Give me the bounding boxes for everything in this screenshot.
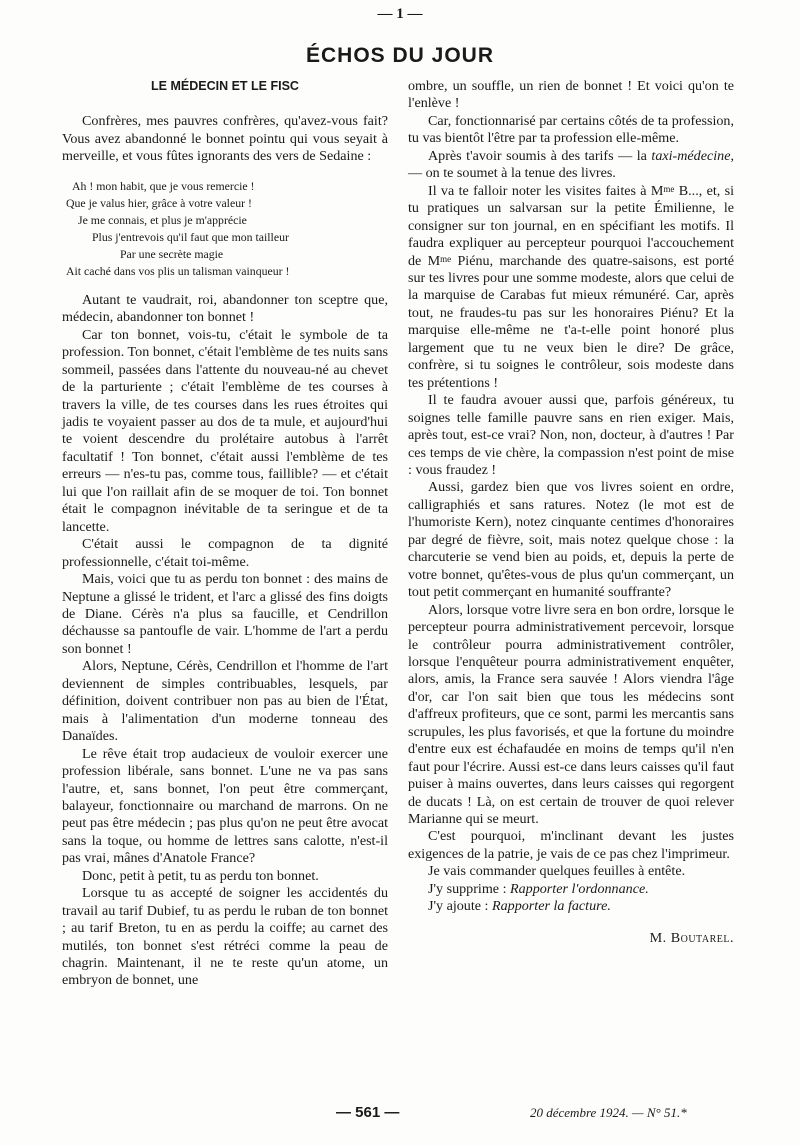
text-span: J'y supprime :	[428, 880, 511, 897]
paragraph: C'est pourquoi, m'inclinant devant les justes exigences de la patrie, je vais de ce pas chez l'imprimeur.	[408, 828, 734, 862]
verse-line: Que je valus hier, grâce à votre valeur !	[66, 195, 252, 210]
text-span: Piénu, marchande des quatre-saisons, est porté sur tes livres pour une somme modeste, alors que celui de la marquise de Carabas fut mieux rémunéré. Car, après tout, ne fraudes-tu pas sur les honoraires Piénu? Et la marquise elle-même ne t'a-t-elle point honoré plus largement que tu ne veux bien le dire? De grâce, confrère, si tu soignes le contrôleur, sois modeste dans tes prétentions !	[408, 252, 735, 391]
paragraph	[408, 881, 734, 898]
paragraph	[408, 183, 734, 392]
italic-term: Rapporter la facture.	[492, 898, 611, 915]
author-signature: M. Boutarel.	[649, 929, 734, 946]
paragraph: Aussi, gardez bien que vos livres soient en ordre, calligraphiés et sans ratures. Notez (le mot est de l'humoriste Kern), notez cinquante centimes d'honoraires par degré de fièvre, soit, mais notez quelque chose : la charcuterie se vend bien au poids, et, depuis la perte de votre bonnet, qu'êtes-vous de plus qu'un commerçant, un tout petit commerçant en humanité souffrante?	[408, 479, 734, 601]
verse-line: Ait caché dans vos plis un talisman vainqueur !	[66, 263, 290, 278]
italic-term: Rapporter l'ordonnance.	[510, 880, 649, 897]
paragraph	[408, 898, 734, 915]
paragraph: Je vais commander quelques feuilles à entête.	[428, 863, 686, 880]
paragraph: Le rêve était trop audacieux de vouloir exercer une profession libérale, sans bonnet. L'une ne va pas sans l'autre, et, sans bonnet, l'on peut être commerçant, balayeur, fonctionnaire ou marchand de marrons. On ne peut pas être médecin ; pas plus qu'on ne peut être avocat sans la toque, ou homme de lettres sans calotte, n'est-il pas vrai, mânes d'Anatole France?	[62, 745, 388, 867]
italic-term: taxi-médecine	[651, 147, 731, 164]
paragraph	[408, 148, 734, 183]
paragraph: Alors, Neptune, Cérès, Cendrillon et l'homme de l'art deviennent de simples contribuables, lesquels, par définition, doivent contribuer non pas au bien de l'État, mais à l'alimentation d'un moderne tonneau des Danaïdes.	[62, 658, 388, 745]
superscript: me	[663, 183, 675, 194]
text-span: Il va te falloir noter les visites faites à M	[428, 182, 664, 199]
verse-quote	[66, 178, 388, 280]
issue-date: 20 décembre 1924. — N° 51.*	[530, 1105, 687, 1120]
verse-line: Je me connais, et plus je m'apprécie	[78, 212, 247, 227]
paragraph: C'était aussi le compagnon de ta dignité professionnelle, c'était toi-même.	[62, 536, 388, 570]
left-column	[62, 78, 388, 990]
verse-line: Ah ! mon habit, que je vous remercie !	[72, 178, 255, 193]
rubric-title: ÉCHOS DU JOUR	[305, 44, 495, 67]
paragraph: Mais, voici que tu as perdu ton bonnet : des mains de Neptune a glissé le trident, et l'arc a glissé des fins doigts de Diane. Cérès n'a plus sa faucille, et Cendrillon déchausse sa pantoufle de vair. L'homme de l'art a perdu son bonnet !	[62, 571, 388, 657]
paragraph: Confrères, mes pauvres confrères, qu'avez-vous fait? Vous avez abandonné le bonnet pointu qui vous seyait à merveille, et vous fûtes ignorants des vers de Sedaine :	[62, 113, 388, 165]
page-number: — 561 —	[336, 1104, 400, 1121]
folio: — 1 —	[377, 6, 423, 22]
right-column	[408, 78, 734, 947]
verse-line: Plus j'entrevois qu'il faut que mon tailleur	[92, 229, 289, 244]
page-footer	[0, 1104, 800, 1128]
paragraph: Autant te vaudrait, roi, abandonner ton sceptre que, médecin, abandonner ton bonnet !	[62, 291, 388, 326]
article-title: LE MÉDECIN ET LE FISC	[151, 79, 299, 93]
paragraph: Car ton bonnet, vois-tu, c'était le symbole de ta profession. Ton bonnet, c'était l'emblème de tes nuits sans sommeil, passées dans l'attente du nouveau-né au chevet de la parturiente ; c'était l'emblème de tes courses à travers la ville, de tes courses dans les rues étroites qui jadis te voyaient passer au dos de ta mule, et aujourd'hui te voient descendre du prolétaire autobus à l'arrêt facultatif ! Ton bonnet, c'était aussi l'emblème de tes erreurs — n'es-tu pas, comme tous, faillible? — et c'était lui que l'on raillait afin de se moquer de toi. Ton bonnet était le compagnon inévitable de ta seringue et de ta lancette.	[62, 326, 388, 535]
paragraph: Alors, lorsque votre livre sera en bon ordre, lorsque le percepteur pourra administrativement percevoir, lorsque le contrôleur pourra administrativement contrôler, lorsque l'enquêteur pourra administrativement enquêter, alors, amis, la France sera sauvée ! Alors viendra l'âge d'or, car l'on sait bien que tous les médecins sont d'affreux profiteurs, que ce sont, parmi les mercantis sans scrupules, les plus favorisés, et que la fortune du moindre d'entre eux est échafaudée en moins de temps qu'il n'en faut pour l'écrire. Aussi est-ce dans leurs caisses qu'il faut puiser à mains ouvertes, dans leurs caisses qui regorgent de ducats ! Là, on est certain de trouver de quoi relever Marianne qui se meurt.	[408, 601, 734, 828]
text-span: Après t'avoir soumis à des tarifs — la	[428, 147, 652, 164]
paragraph: ombre, un souffle, un rien de bonnet ! Et voici qu'on te l'enlève !	[408, 78, 734, 112]
paragraph: Car, fonctionnarisé par certains côtés de ta profession, tu vas bientôt l'être par ta profession elle-même.	[408, 112, 734, 147]
paragraph: Lorsque tu as accepté de soigner les accidentés du travail au tarif Dubief, tu as perdu le ruban de ton bonnet ; au tarif Breton, tu en as perdu la coiffe; au carnet des mutilés, ton bonnet s'est rétréci comme la peau de chagrin. Maintenant, il ne te reste qu'un atome, un embryon de bonnet, une	[62, 885, 388, 989]
superscript: me	[440, 253, 452, 264]
text-span: B..., et, si tu pratiques un salvarsan sur la petite Émilienne, le consigner sur ton journal, en en spécifiant les motifs. Il faudra expliquer au percepteur pourquoi l'accouchement de M	[408, 182, 734, 269]
verse-line: Par une secrète magie	[120, 246, 224, 261]
paragraph: Donc, petit à petit, tu as perdu ton bonnet.	[82, 867, 319, 884]
paragraph: Il te faudra avouer aussi que, parfois généreux, tu soignes telle famille pauvre sans en rien exiger. Mais, après tout, est-ce vrai? Non, non, docteur, à d'autres ! Par ces temps de vie chère, la compassion n'est point de mise : vous fraudez !	[408, 392, 734, 478]
text-span: J'y ajoute :	[428, 898, 492, 915]
text-span: , — on te soumet à la tenue des livres.	[408, 147, 734, 182]
